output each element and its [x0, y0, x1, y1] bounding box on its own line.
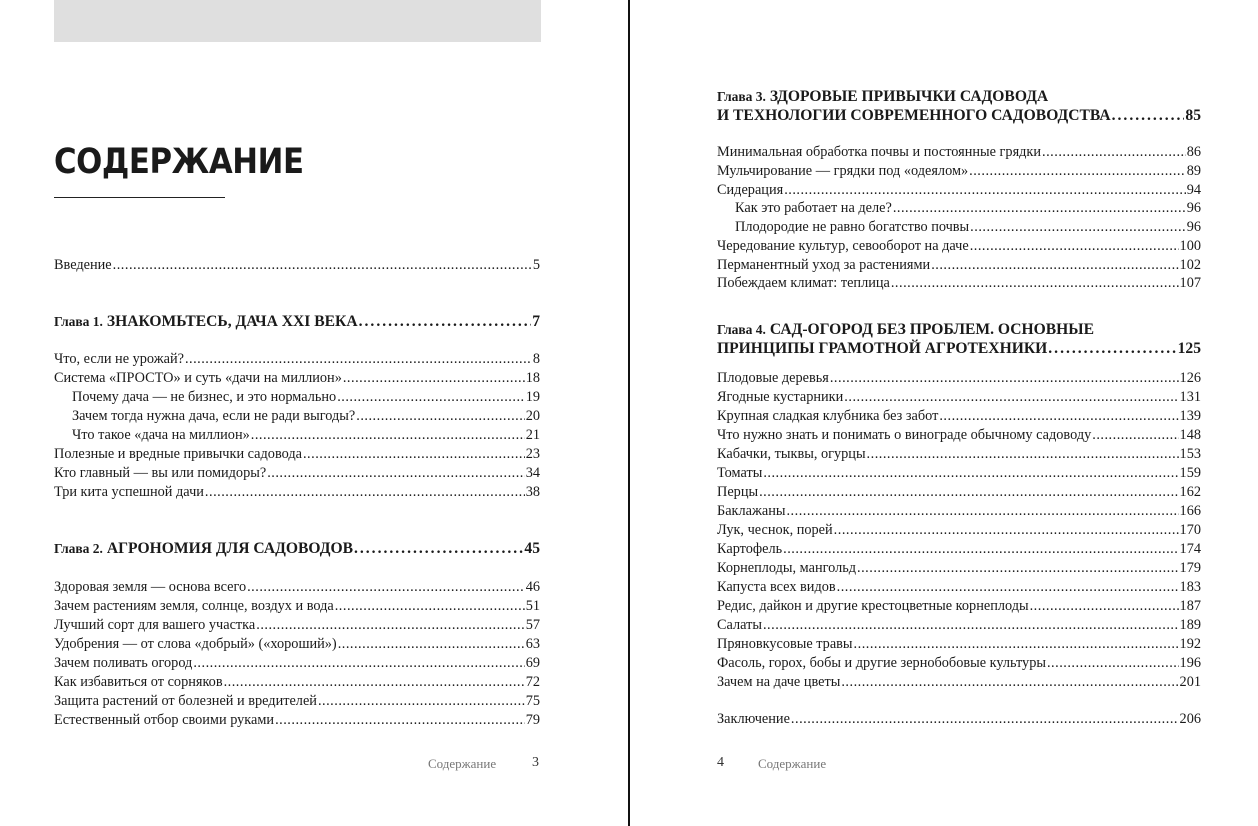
- dot-leader: [791, 711, 1179, 728]
- toc-entry-title: Плодородие не равно богатство почвы: [735, 219, 970, 235]
- toc-page-number: 107: [1179, 275, 1201, 291]
- toc-entry-title: Фасоль, горох, бобы и другие зернобобовые культуры: [717, 655, 1046, 671]
- right-page-toc: [717, 0, 1201, 826]
- toc-entry-title: Чередование культур, севооборот на даче: [717, 238, 969, 254]
- dot-leader: [224, 674, 525, 691]
- toc-page-number: 19: [525, 389, 540, 405]
- toc-page-number: 46: [525, 579, 540, 595]
- toc-entry-title: ЗНАКОМЬТЕСЬ, ДАЧА XXI ВЕКА: [106, 313, 358, 330]
- left-page-number: 3: [532, 755, 539, 770]
- toc-entry[interactable]: [54, 484, 540, 501]
- toc-page-number: 63: [525, 636, 540, 652]
- toc-entry[interactable]: [54, 465, 540, 482]
- toc-entry-title: Удобрения — от слова «добрый» («хороший»): [54, 636, 337, 652]
- toc-page-number: 162: [1179, 484, 1201, 500]
- toc-entry-title: Лучший сорт для вашего участка: [54, 617, 256, 633]
- dot-leader: [763, 617, 1179, 634]
- dot-leader: [318, 693, 525, 710]
- toc-entry-title: Перманентный уход за растениями: [717, 257, 931, 273]
- toc-page-number: 21: [525, 427, 540, 443]
- toc-entry-title: Крупная сладкая клубника без забот: [717, 408, 939, 424]
- toc-entry[interactable]: [717, 484, 1201, 501]
- toc-entry-title: Зачем на даче цветы: [717, 674, 841, 690]
- dot-leader: [1048, 340, 1176, 358]
- toc-entry-title: Зачем поливать огород: [54, 655, 193, 671]
- toc-page-number: 100: [1179, 238, 1201, 254]
- toc-page-number: 7: [532, 313, 540, 330]
- toc-page-number: 38: [525, 484, 540, 500]
- toc-entry-title: Защита растений от болезней и вредителей: [54, 693, 317, 709]
- toc-entry-title: ПРИНЦИПЫ ГРАМОТНОЙ АГРОТЕХНИКИ: [717, 340, 1048, 357]
- toc-entry-title: Пряновкусовые травы: [717, 636, 853, 652]
- toc-entry-title: Минимальная обработка почвы и постоянные грядки: [717, 144, 1042, 160]
- toc-page-number: 153: [1179, 446, 1201, 462]
- dot-leader: [857, 560, 1179, 577]
- toc-page-number: 57: [525, 617, 540, 633]
- toc-entry[interactable]: [54, 598, 540, 615]
- right-page-number: 4: [717, 755, 724, 770]
- dot-leader: [970, 219, 1186, 236]
- toc-entry-title: Корнеплоды, мангольд: [717, 560, 857, 576]
- toc-entry-title: ЗДОРОВЫЕ ПРИВЫЧКИ САДОВОДА: [769, 88, 1049, 105]
- toc-page-number: 125: [1177, 340, 1201, 357]
- toc-entry-title: Картофель: [717, 541, 783, 557]
- toc-entry[interactable]: [54, 579, 540, 596]
- dot-leader: [335, 598, 525, 615]
- toc-chapter-4[interactable]: [717, 340, 1201, 358]
- toc-entry[interactable]: [54, 655, 540, 672]
- toc-entry[interactable]: [717, 541, 1201, 558]
- toc-entry[interactable]: [717, 144, 1201, 161]
- toc-entry-title: Мульчирование — грядки под «одеялом»: [717, 163, 969, 179]
- dot-leader: [303, 446, 525, 463]
- toc-entry-title: Редис, дайкон и другие крестоцветные корнеплоды: [717, 598, 1029, 614]
- dot-leader: [356, 408, 524, 425]
- right-running-footer: Содержание: [758, 756, 827, 771]
- dot-leader: [185, 351, 532, 368]
- dot-leader: [1047, 655, 1179, 672]
- dot-leader: [969, 163, 1186, 180]
- toc-page-number: 96: [1186, 219, 1201, 235]
- toc-entry-title: Полезные и вредные привычки садовода: [54, 446, 302, 462]
- book-spine-divider: [628, 0, 630, 826]
- toc-entry[interactable]: [717, 674, 1201, 691]
- toc-entry-title: Ягодные кустарники: [717, 389, 844, 405]
- toc-entry-title: Баклажаны: [717, 503, 786, 519]
- toc-entry[interactable]: [54, 636, 540, 653]
- toc-entry[interactable]: [717, 389, 1201, 406]
- toc-entry[interactable]: [717, 655, 1201, 672]
- toc-entry-title: Сидерация: [717, 182, 784, 198]
- toc-entry-title: Капуста всех видов: [717, 579, 836, 595]
- dot-leader: [783, 541, 1178, 558]
- toc-entry-title: Глава 2.: [54, 541, 103, 556]
- toc-entry-title: Кто главный — вы или помидоры?: [54, 465, 267, 481]
- toc-page-number: 187: [1179, 598, 1201, 614]
- toc-page-number: 139: [1179, 408, 1201, 424]
- toc-entry-title: Три кита успешной дачи: [54, 484, 204, 500]
- toc-entry[interactable]: [717, 182, 1201, 199]
- dot-leader: [763, 465, 1178, 482]
- dot-leader: [830, 370, 1179, 387]
- toc-page-number: 183: [1179, 579, 1201, 595]
- toc-chapter-3-line1[interactable]: [717, 88, 1048, 106]
- toc-entry[interactable]: [717, 238, 1201, 255]
- toc-entry-conclusion[interactable]: [717, 711, 1201, 728]
- toc-page-number: 148: [1179, 427, 1201, 443]
- left-running-footer: Содержание: [428, 756, 497, 771]
- dot-leader: [343, 370, 525, 387]
- toc-page-number: 189: [1179, 617, 1201, 633]
- toc-page-number: 206: [1179, 711, 1201, 727]
- dot-leader: [939, 408, 1178, 425]
- dot-leader: [359, 313, 532, 331]
- toc-entry-title: И ТЕХНОЛОГИИ СОВРЕМЕННОГО САДОВОДСТВА: [717, 107, 1111, 124]
- toc-entry[interactable]: [54, 617, 540, 634]
- dot-leader: [837, 579, 1179, 596]
- toc-entry[interactable]: [717, 636, 1201, 653]
- toc-page-number: 94: [1186, 182, 1201, 198]
- toc-page-number: 166: [1179, 503, 1201, 519]
- toc-entry[interactable]: [54, 351, 540, 368]
- toc-entry-title: Система «ПРОСТО» и суть «дачи на миллион»: [54, 370, 342, 386]
- dot-leader: [970, 238, 1179, 255]
- toc-entry-title: Глава 1.: [54, 314, 103, 329]
- toc-page-number: 69: [525, 655, 540, 671]
- toc-subentry[interactable]: [54, 427, 540, 444]
- toc-subentry[interactable]: [54, 389, 540, 406]
- dot-leader: [834, 522, 1179, 539]
- toc-page-number: 20: [525, 408, 540, 424]
- toc-entry-title: Естественный отбор своими руками: [54, 712, 275, 728]
- dot-leader: [256, 617, 524, 634]
- toc-chapter-4-line1[interactable]: [717, 321, 1094, 339]
- toc-entry[interactable]: [54, 370, 540, 387]
- toc-page-number: 89: [1186, 163, 1201, 179]
- toc-page-number: 179: [1179, 560, 1201, 576]
- toc-page-number: 72: [525, 674, 540, 690]
- toc-entry[interactable]: [717, 579, 1201, 596]
- toc-chapter-1[interactable]: [54, 313, 540, 331]
- toc-page-number: 51: [525, 598, 540, 614]
- dot-leader: [193, 655, 524, 672]
- toc-subentry[interactable]: [717, 219, 1201, 236]
- toc-entry-title: Зачем тогда нужна дача, если не ради выгоды?: [72, 408, 356, 424]
- dot-leader: [113, 257, 532, 274]
- toc-page-number: 45: [524, 540, 540, 557]
- toc-entry-title: Лук, чеснок, порей: [717, 522, 833, 538]
- toc-entry[interactable]: [717, 408, 1201, 425]
- toc-page-number: 5: [532, 257, 540, 273]
- toc-entry[interactable]: [717, 522, 1201, 539]
- toc-entry[interactable]: [717, 598, 1201, 615]
- toc-page-number: 96: [1186, 200, 1201, 216]
- dot-leader: [267, 465, 525, 482]
- dot-leader: [251, 427, 525, 444]
- toc-entry-title: Заключение: [717, 711, 790, 727]
- dot-leader: [784, 182, 1186, 199]
- toc-entry-title: Зачем растениям земля, солнце, воздух и вода: [54, 598, 334, 614]
- dot-leader: [1112, 107, 1185, 125]
- toc-subentry[interactable]: [717, 200, 1201, 217]
- toc-page-number: 79: [525, 712, 540, 728]
- dot-leader: [1042, 144, 1186, 161]
- toc-entry-title: Как это работает на деле?: [735, 200, 892, 216]
- toc-page-number: 85: [1185, 107, 1201, 124]
- toc-entry[interactable]: [717, 560, 1201, 577]
- toc-entry-title: Что нужно знать и понимать о винограде обычному садоводу: [717, 427, 1092, 443]
- toc-entry-title: Что такое «дача на миллион»: [72, 427, 250, 443]
- toc-entry[interactable]: [54, 446, 540, 463]
- toc-page-number: 75: [525, 693, 540, 709]
- toc-entry-title: Глава 3.: [717, 89, 766, 104]
- toc-entry[interactable]: [54, 674, 540, 691]
- toc-entry[interactable]: [717, 275, 1201, 292]
- toc-entry[interactable]: [717, 257, 1201, 274]
- left-page-toc: [54, 0, 540, 826]
- toc-entry-title: Томаты: [717, 465, 763, 481]
- toc-entry[interactable]: [717, 446, 1201, 463]
- toc-page-number: 126: [1179, 370, 1201, 386]
- dot-leader: [1092, 427, 1178, 444]
- dot-leader: [931, 257, 1178, 274]
- toc-subentry[interactable]: [54, 408, 540, 425]
- toc-entry[interactable]: [717, 427, 1201, 444]
- dot-leader: [1030, 598, 1179, 615]
- toc-page-number: 201: [1179, 674, 1201, 690]
- dot-leader: [354, 540, 523, 558]
- toc-entry[interactable]: [717, 617, 1201, 634]
- toc-entry-title: АГРОНОМИЯ ДЛЯ САДОВОДОВ: [106, 540, 353, 557]
- toc-page-number: 86: [1186, 144, 1201, 160]
- toc-entry[interactable]: [717, 503, 1201, 520]
- toc-entry-title: Здоровая земля — основа всего: [54, 579, 247, 595]
- dot-leader: [867, 446, 1179, 463]
- dot-leader: [893, 200, 1186, 217]
- toc-entry-title: Что, если не урожай?: [54, 351, 184, 367]
- toc-entry[interactable]: [717, 163, 1201, 180]
- toc-entry[interactable]: [54, 693, 540, 710]
- toc-entry[interactable]: [54, 712, 540, 729]
- toc-page-number: 102: [1179, 257, 1201, 273]
- dot-leader: [759, 484, 1178, 501]
- toc-chapter-2[interactable]: [54, 540, 540, 558]
- dot-leader: [275, 712, 525, 729]
- toc-entry-title: Глава 4.: [717, 322, 766, 337]
- toc-entry-introduction[interactable]: [54, 257, 540, 274]
- toc-page-number: 196: [1179, 655, 1201, 671]
- toc-chapter-3[interactable]: [717, 107, 1201, 125]
- dot-leader: [841, 674, 1178, 691]
- toc-page-number: 23: [525, 446, 540, 462]
- toc-entry-title: Салаты: [717, 617, 762, 633]
- toc-entry[interactable]: [717, 370, 1201, 387]
- dot-leader: [337, 389, 525, 406]
- dot-leader: [786, 503, 1178, 520]
- toc-entry-title: Кабачки, тыквы, огурцы: [717, 446, 866, 462]
- toc-page-number: 131: [1179, 389, 1201, 405]
- toc-page-number: 170: [1179, 522, 1201, 538]
- toc-page-number: 174: [1179, 541, 1201, 557]
- dot-leader: [247, 579, 525, 596]
- toc-entry[interactable]: [717, 465, 1201, 482]
- toc-entry-title: САД-ОГОРОД БЕЗ ПРОБЛЕМ. ОСНОВНЫЕ: [769, 321, 1094, 338]
- dot-leader: [891, 275, 1179, 292]
- toc-entry-title: Почему дача — не бизнес, и это нормально: [72, 389, 337, 405]
- dot-leader: [205, 484, 525, 501]
- toc-page-number: 8: [532, 351, 540, 367]
- toc-entry-title: Перцы: [717, 484, 759, 500]
- toc-entry-title: Как избавиться от сорняков: [54, 674, 223, 690]
- toc-page-number: 18: [525, 370, 540, 386]
- dot-leader: [854, 636, 1179, 653]
- toc-page-number: 34: [525, 465, 540, 481]
- toc-entry-title: Введение: [54, 257, 112, 273]
- toc-entry-title: Побеждаем климат: теплица: [717, 275, 890, 291]
- page-title: СОДЕРЖАНИЕ: [54, 142, 304, 182]
- toc-entry-title: Плодовые деревья: [717, 370, 829, 386]
- toc-page-number: 192: [1179, 636, 1201, 652]
- toc-page-number: 159: [1179, 465, 1201, 481]
- dot-leader: [844, 389, 1178, 406]
- dot-leader: [338, 636, 525, 653]
